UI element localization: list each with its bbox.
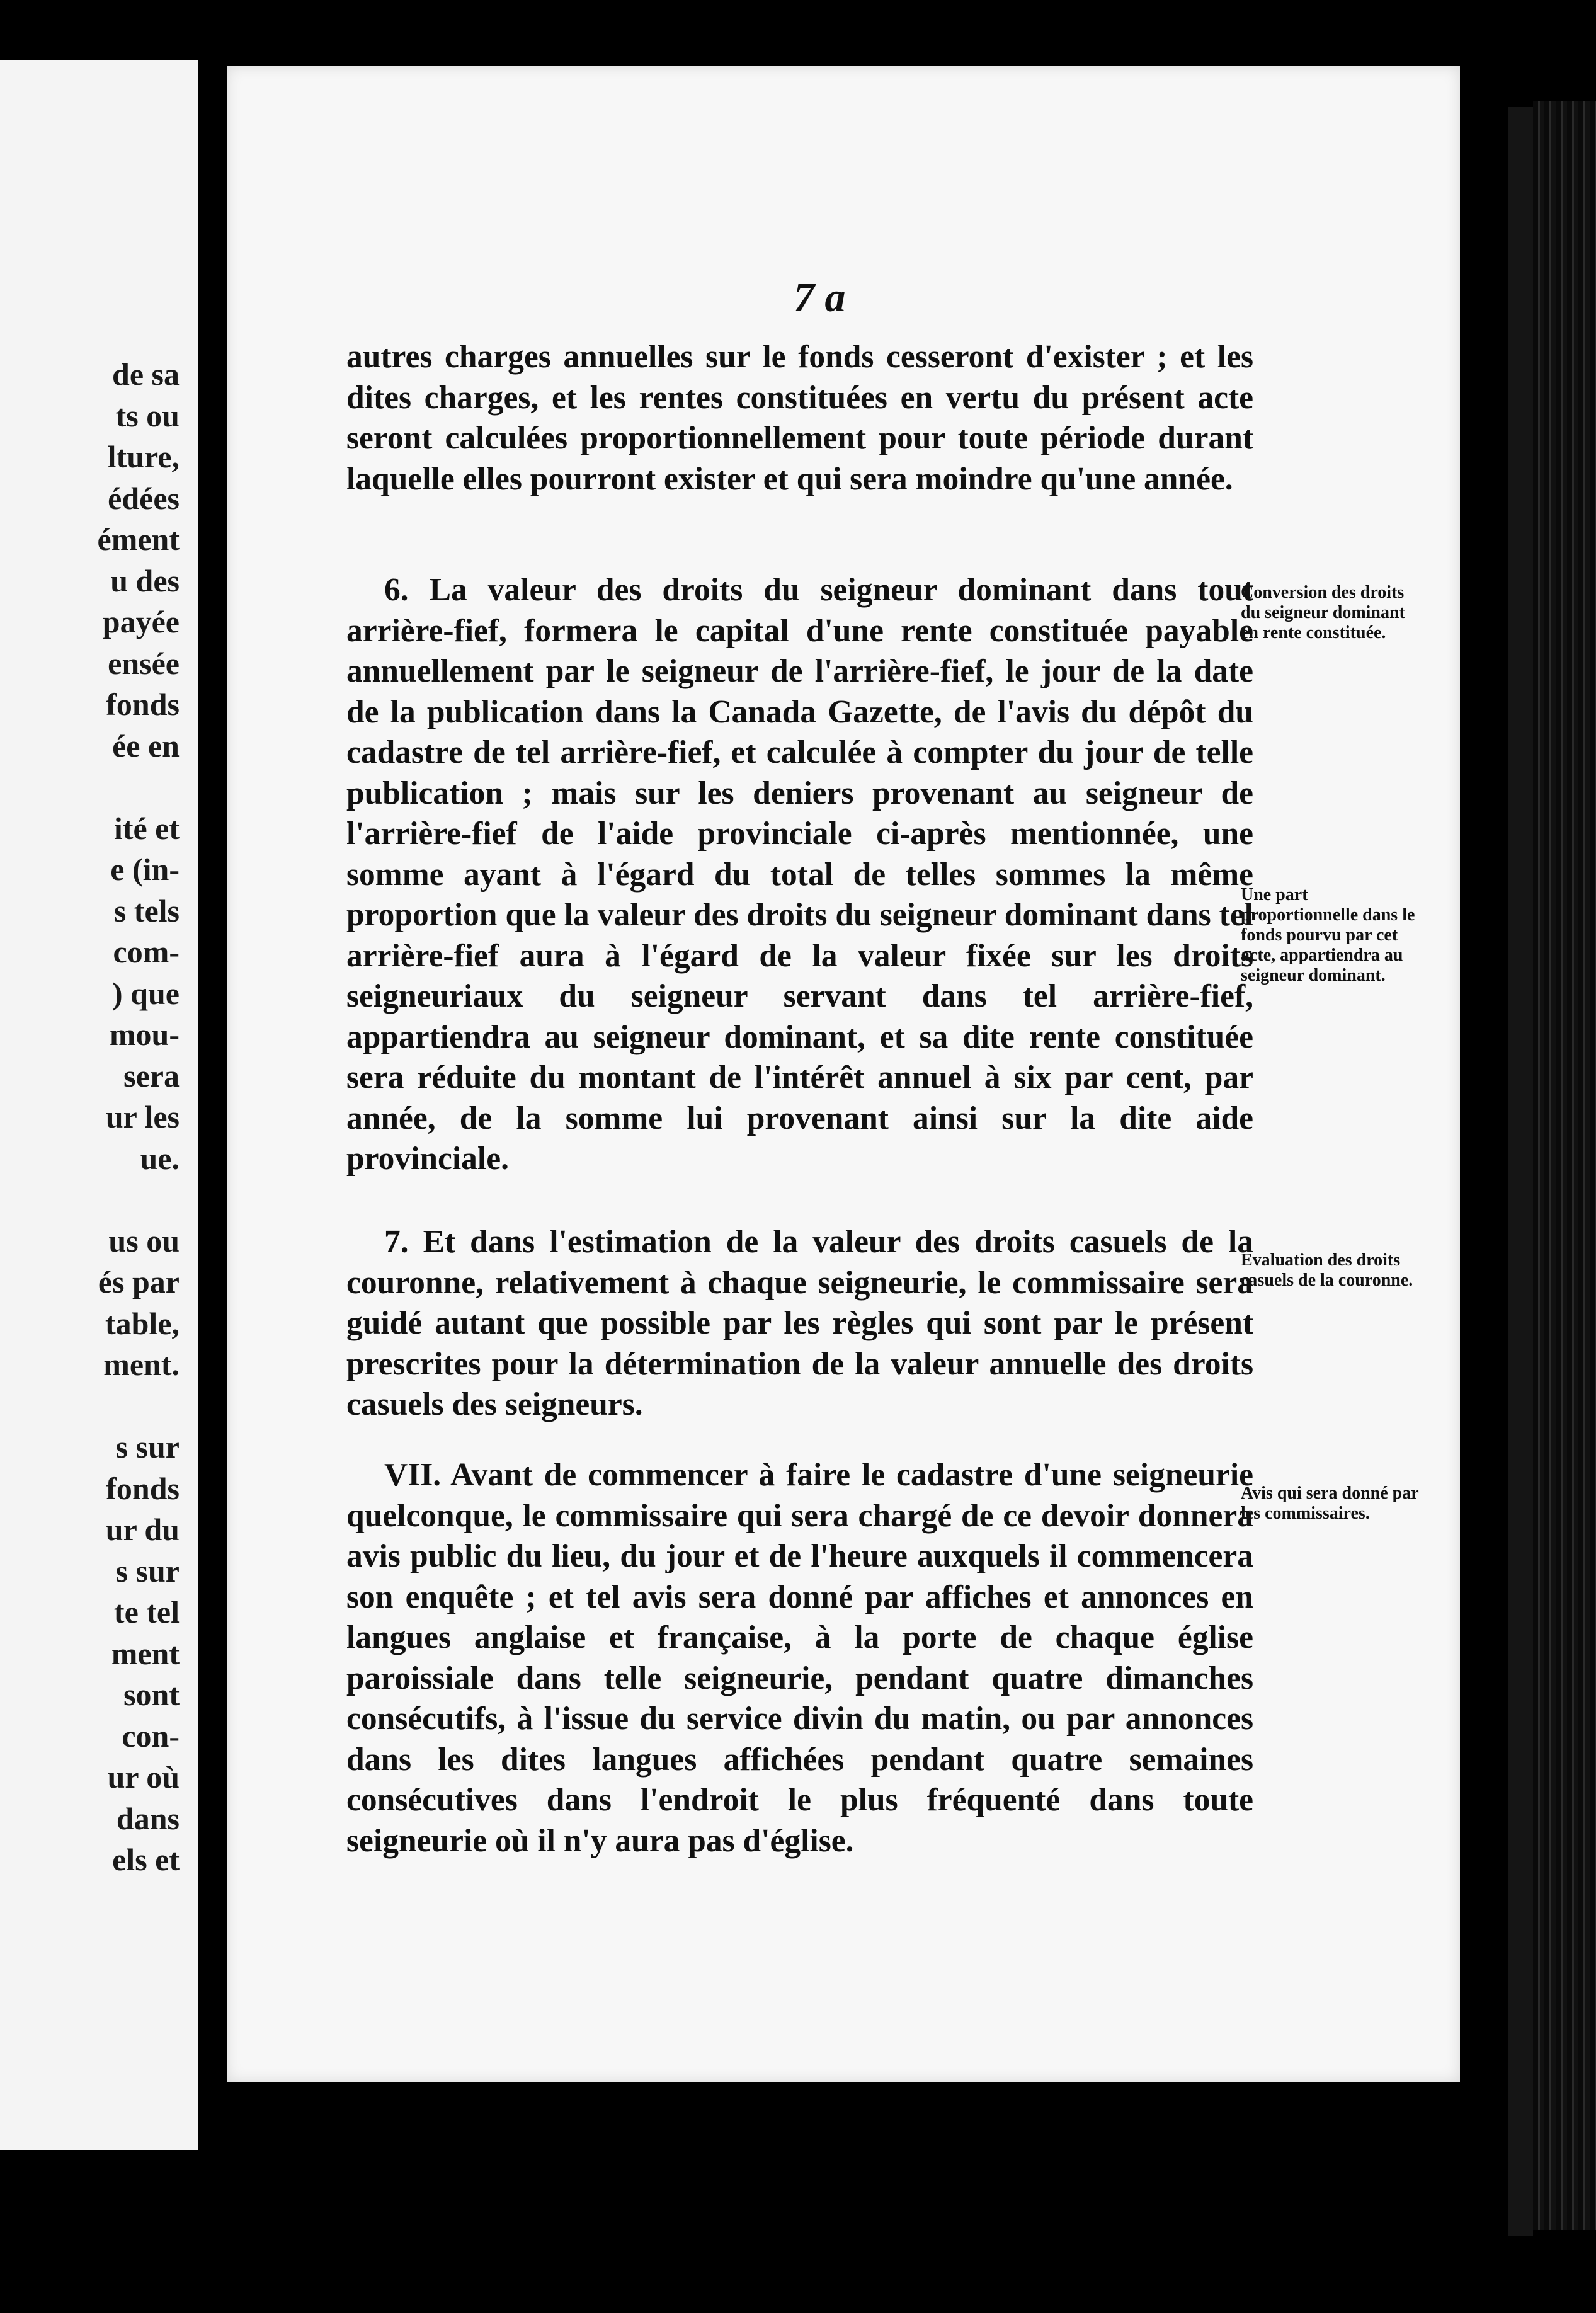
previous-page-fragment: te tel [113,1594,180,1630]
previous-page-fragment: ur du [105,1512,180,1547]
previous-page-fragment: s sur [115,1429,180,1465]
paragraph-continuation: autres charges annuelles sur le fonds cesseront d'exister ; et les dites charges, et les rentes constituées en vertu du présent acte seront calculées proportionnellement pour toute période durant laquelle elles pourront exister et qui sera moindre qu'une année. [346,339,1253,497]
previous-page-fragment: ensée [108,645,180,681]
previous-page-fragment: fonds [106,687,180,722]
previous-page-fragment: de sa [112,357,180,392]
previous-page-fragment: fonds [106,1470,180,1506]
previous-page-fragment: ment. [103,1347,180,1382]
previous-page-fragment: ment [111,1635,180,1671]
previous-page-fragment: ) que [112,975,180,1011]
previous-page-fragment: us ou [108,1223,180,1259]
page-stack-edge [1533,101,1596,2230]
previous-page-fragment: ur les [105,1099,180,1134]
previous-page-fragment: lture, [107,439,180,474]
paragraph-VII: VII. Avant de commencer à faire le cadastre d'une seigneurie quelconque, le commissaire qui sera chargé de ce devoir donnera avis public du lieu, du jour et de l'heure auxquels il commencera son enquête ; et tel avis sera donné par affiches et annonces en langues anglaise et française, à la porte de chaque église paroissiale dans telle seigneurie, pendant quatre dimanches consécutifs, à l'issue du service divin du matin, ou par annonces dans les dites langues affichées pendant quatre semaines consécutives dans l'endroit le plus fréquenté dans toute seigneurie où il n'y aura pas d'église. [346,1457,1253,1859]
previous-page-fragment: ément [97,522,180,557]
previous-page-fragment: els et [112,1842,180,1877]
previous-page-fragment: e (in- [110,852,180,887]
previous-page [0,60,198,2150]
previous-page-fragment: ée en [112,728,180,763]
previous-page-fragment: és par [98,1264,180,1299]
previous-page-fragment: ité et [113,810,180,846]
previous-page-fragment: édées [108,480,180,516]
previous-page-fragment: s sur [115,1553,180,1589]
previous-page-fragment: dans [116,1800,180,1836]
previous-page-fragment: sont [123,1677,180,1712]
page [227,66,1460,2082]
page-number: 7 a [794,275,846,321]
previous-page-fragment: ur où [107,1759,180,1795]
margin-note-evaluation: Evaluation des droits casuels de la couronne. [1241,1250,1413,1290]
paragraph-7: 7. Et dans l'estimation de la valeur des droits casuels de la couronne, relativement à chaque seigneurie, le commissaire sera guidé autant que possible par les règles qui sont par le présent prescrites pour la détermination de la valeur annuelle des droits casuels des seigneurs. [346,1224,1253,1422]
previous-page-fragment: ts ou [115,397,180,433]
previous-page-fragment: payée [102,604,180,639]
paragraph-6: 6. La valeur des droits du seigneur dominant dans tout arrière-fief, formera le capital d'une rente constituée payable annuellement par le seigneur de l'arrière-fief, le jour de la date de la publication dans la Canada Gazette, de l'avis du dépôt du cadastre de tel arrière-fief, et calculée à compter du jour de telle publication ; mais sur les deniers provenant au seigneur de l'arrière-fief de l'aide provinciale ci-après mentionnée, une somme ayant à l'égard du total de telles sommes la même proportion que la valeur des droits du seigneur dominant dans tel arrière-fief aura à l'égard de la valeur fixée sur les droits seigneuriaux du seigneur servant dans tel arrière-fief, appartiendra au seigneur dominant, et sa dite rente constituée sera réduite du montant de l'intérêt annuel à six par cent, par année, de la somme lui provenant ainsi sur la dite aide provinciale. [346,572,1253,1177]
previous-page-fragment: s tels [113,893,180,928]
previous-page-fragment: ue. [140,1140,180,1176]
previous-page-fragment: u des [110,563,180,598]
margin-note-avis: Avis qui sera donné par les commissaires. [1241,1483,1419,1523]
previous-page-fragment: com- [113,934,180,969]
previous-page-fragment: sera [123,1058,180,1094]
previous-page-fragment: table, [105,1305,180,1341]
margin-note-conversion: Conversion des droits du seigneur dominant en rente constituée. [1241,583,1405,642]
previous-page-fragment: mou- [109,1017,180,1052]
margin-note-proportion: Une part proportionnelle dans le fonds pourvu par cet acte, appartiendra au seigneur dominant. [1241,885,1415,985]
book-gutter [1508,107,1533,2236]
previous-page-fragment: con- [122,1718,180,1754]
